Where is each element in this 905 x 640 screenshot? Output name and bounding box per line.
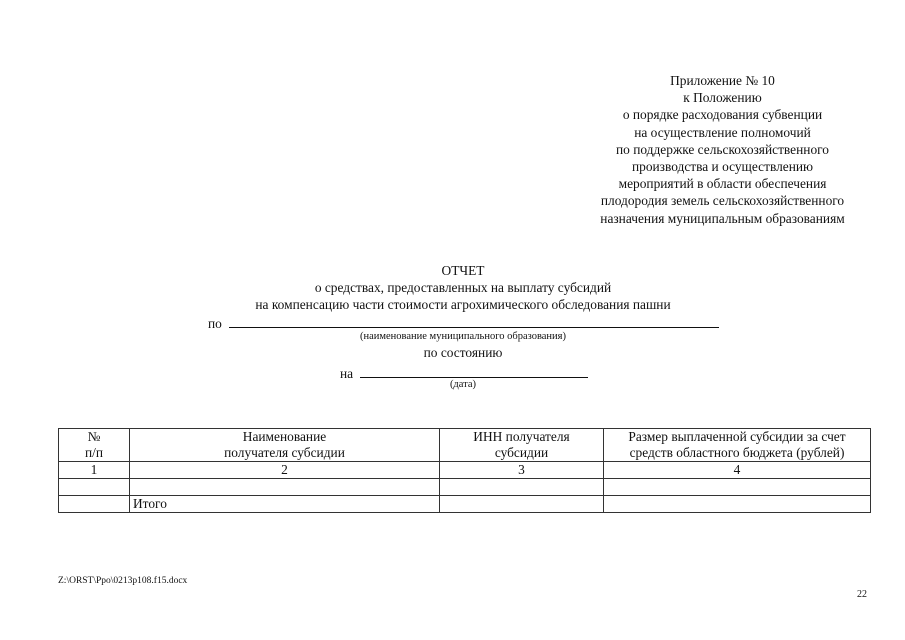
subsidy-table <box>58 428 871 513</box>
table-header-row <box>59 429 871 462</box>
header-line: субсидии <box>494 445 549 460</box>
total-row <box>59 496 871 513</box>
municipality-field <box>208 314 719 332</box>
header-line: ИНН получателя <box>473 429 570 444</box>
table-cell <box>440 496 604 513</box>
appendix-line: Приложение № 10 <box>670 73 775 88</box>
table-number-row <box>59 462 871 479</box>
appendix-line: производства и осуществлению <box>631 159 814 175</box>
report-subtitle: на компенсацию части стоимости агрохимического обследования пашни <box>255 297 671 312</box>
table-cell <box>59 496 130 513</box>
municipality-hint: (наименование муниципального образования) <box>359 331 567 342</box>
na-prefix: на <box>340 366 354 381</box>
column-number: 2 <box>130 462 440 479</box>
header-cell <box>604 429 871 462</box>
header-line: получателя субсидии <box>224 445 345 460</box>
column-number: 3 <box>440 462 604 479</box>
table-cell <box>604 496 871 513</box>
table-cell <box>59 479 130 496</box>
column-number: 4 <box>604 462 871 479</box>
column-number: 1 <box>59 462 130 479</box>
header-line: Размер выплаченной субсидии за счет <box>628 429 846 444</box>
municipality-blank <box>229 314 719 328</box>
report-subtitle: о средствах, предоставленных на выплату субсидий <box>314 280 612 295</box>
header-cell <box>440 429 604 462</box>
table-cell <box>604 479 871 496</box>
appendix-line: назначения муниципальным образованиям <box>600 210 845 226</box>
date-hint: (дата) <box>449 379 477 390</box>
appendix-line: плодородия земель сельскохозяйственного <box>600 193 845 209</box>
header-cell <box>59 429 130 462</box>
header-line: средств областного бюджета (рублей) <box>629 445 845 460</box>
appendix-line: по поддержке сельскохозяйственного <box>616 141 829 157</box>
table-cell <box>440 479 604 496</box>
po-prefix: по <box>208 316 222 331</box>
appendix-line: о порядке расходования субвенции <box>622 107 823 123</box>
state-label: по состоянию <box>423 345 503 360</box>
appendix-line: мероприятий в области обеспечения <box>618 176 827 192</box>
appendix-header <box>560 72 885 227</box>
header-line: Наименование <box>242 429 327 444</box>
report-title: ОТЧЕТ <box>441 263 485 278</box>
appendix-line: на осуществление полномочий <box>634 124 811 140</box>
file-path: Z:\ORST\Ppo\0213p108.f15.docx <box>58 576 188 586</box>
date-field <box>340 364 588 382</box>
page-number: 22 <box>857 589 867 600</box>
appendix-line: к Положению <box>683 90 762 106</box>
header-cell <box>130 429 440 462</box>
table-cell <box>130 479 440 496</box>
table-row <box>59 479 871 496</box>
header-line: п/п <box>84 445 104 460</box>
date-blank <box>360 364 588 378</box>
header-line: № <box>87 429 101 444</box>
total-label: Итого <box>130 496 440 513</box>
